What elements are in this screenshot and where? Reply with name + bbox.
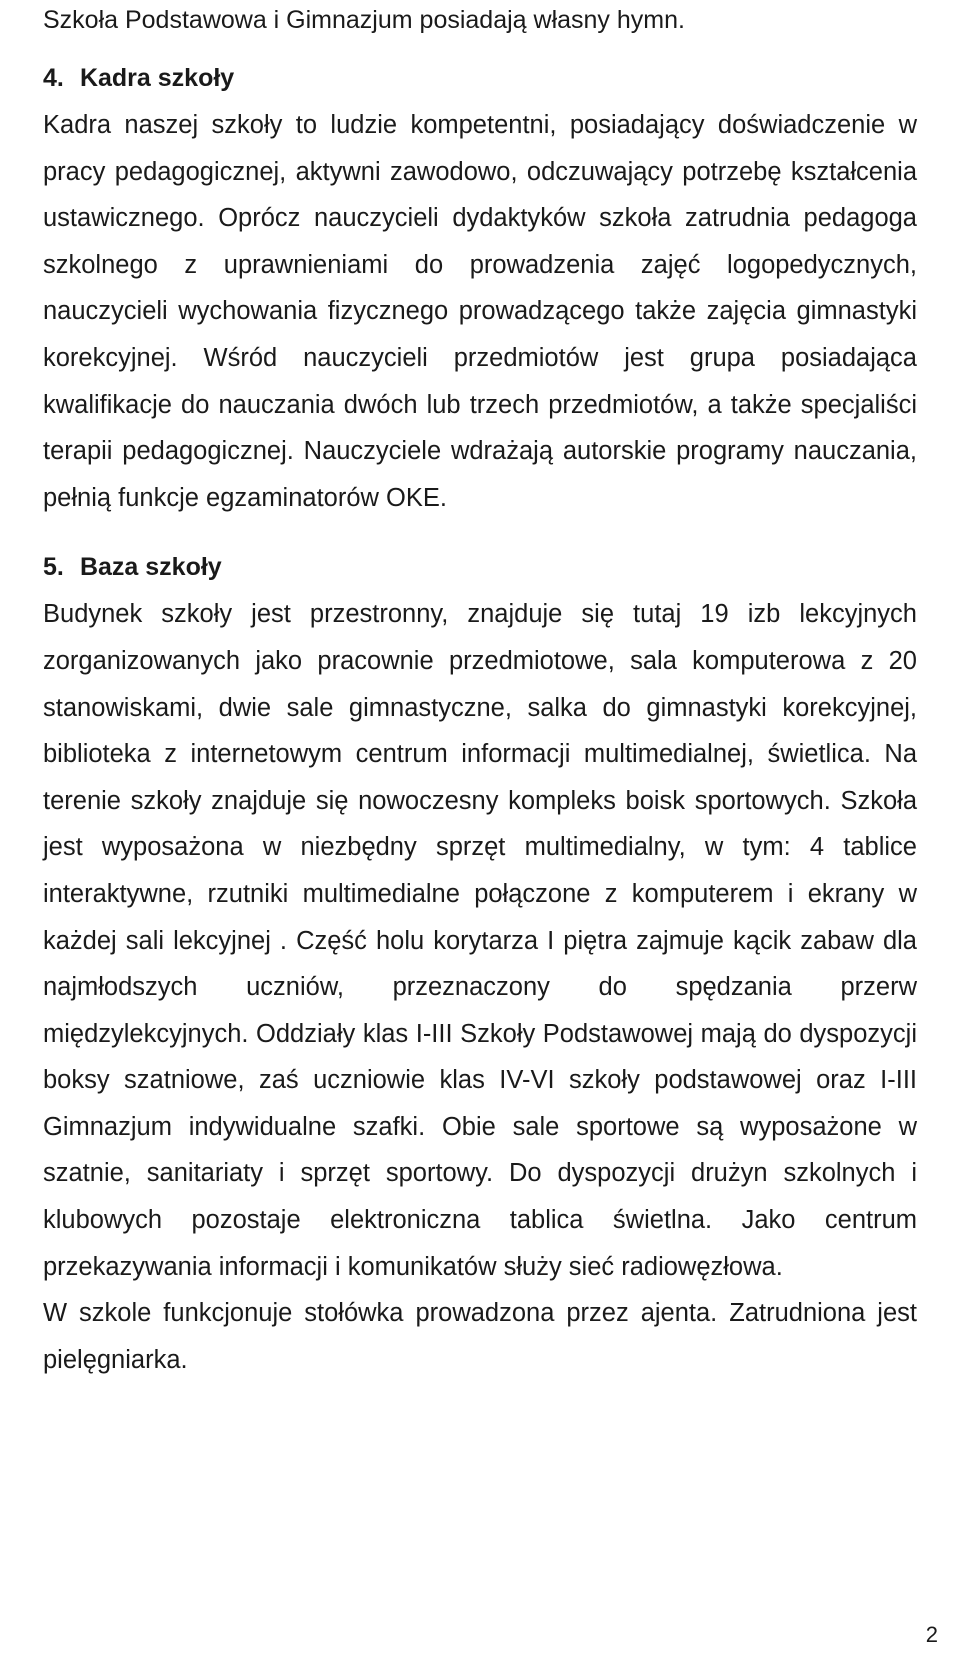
section-kadra <box>43 54 917 521</box>
section-title: Kadra szkoły <box>79 64 235 92</box>
document-page <box>43 0 917 1383</box>
section-heading <box>43 54 917 102</box>
section-number: 4. <box>43 64 64 92</box>
section-paragraph: Budynek szkoły jest przestronny, znajduje się tutaj 19 izb lekcyjnych zorganizowanych jako pracownie przedmiotowe, sala komputerowa z 20 stanowiskami, dwie sale gimnastyczne, salka do gimnastyki korekcyjnej, biblioteka z internetowym centrum informacji multimedialnej, świetlica. Na terenie szkoły znajduje się nowoczesny kompleks boisk sportowych. Szkoła jest wyposażona w niezbędny sprzęt multimedialny, w tym: 4 tablice interaktywne, rzutniki multimedialne połączone z komputerem i ekrany w każdej sali lekcyjnej . Część holu korytarza I piętra zajmuje kącik zabaw dla najmłodszych uczniów, przeznaczony do spędzania przerw międzylekcyjnych. Oddziały klas I-III Szkoły Podstawowej mają do dyspozycji boksy szatniowe, zaś uczniowie klas IV-VI szkoły podstawowej oraz I-III Gimnazjum indywidualne szafki. Obie sale sportowe są wyposażone w szatnie, sanitariaty i sprzęt sportowy. Do dyspozycji drużyn szkolnych i klubowych pozostaje elektroniczna tablica świetlna. Jako centrum przekazywania informacji i komunikatów służy sieć radiowęzłowa. <box>43 600 917 1281</box>
section-paragraph: Kadra naszej szkoły to ludzie kompetentni, posiadający doświadczenie w pracy pedagogicznej, aktywni zawodowo, odczuwający potrzebę kształcenia ustawicznego. Oprócz nauczycieli dydaktyków szkoła zatrudnia pedagoga szkolnego z uprawnieniami do prowadzenia zajęć logopedycznych, nauczycieli wychowania fizycznego prowadzącego także zajęcia gimnastyki korekcyjnej. Wśród nauczycieli przedmiotów jest grupa posiadająca kwalifikacje do nauczania dwóch lub trzech przedmiotów, a także specjaliści terapii pedagogicznej. Nauczyciele wdrażają autorskie programy nauczania, pełnią funkcje egzaminatorów OKE. <box>43 111 917 512</box>
intro-line: Szkoła Podstawowa i Gimnazjum posiadają własny hymn. <box>43 6 685 34</box>
section-heading <box>43 543 917 591</box>
section-title: Baza szkoły <box>79 553 222 582</box>
section-baza <box>43 543 917 1383</box>
page-number: 2 <box>925 1622 938 1647</box>
section-paragraph: W szkole funkcjonuje stołówka prowadzona przez ajenta. Zatrudniona jest pielęgniarka. <box>43 1299 917 1374</box>
section-number: 5. <box>43 553 64 582</box>
